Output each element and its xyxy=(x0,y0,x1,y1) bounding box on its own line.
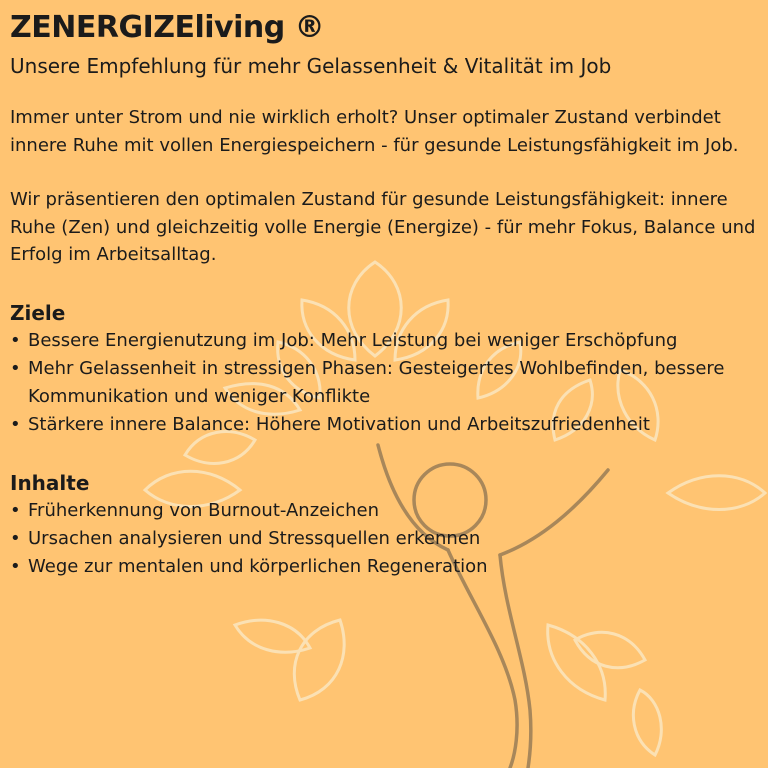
intro-paragraph-1: Immer unter Strom und nie wirklich erholt? Unser optimaler Zustand verbindet innere Ruhe mit vollen Energiespeichern - für gesunde Leistungsfähigkeit im Job. xyxy=(10,107,739,156)
list-item: • Wege zur mentalen und körperlichen Regeneration xyxy=(10,553,762,581)
list-item: • Ursachen analysieren und Stressquellen erkennen xyxy=(10,525,762,553)
intro-paragraph-2: Wir präsentieren den optimalen Zustand für gesunde Leistungsfähigkeit: innere Ruhe (Zen) und gleichzeitig volle Energie (Energize) - für mehr Fokus, Balance und Erfolg im Arbeitsalltag. xyxy=(10,189,756,265)
page-subtitle: Unsere Empfehlung für mehr Gelassenheit & Vitalität im Job xyxy=(10,54,612,78)
goals-heading: Ziele xyxy=(10,300,66,325)
contents-list xyxy=(10,497,762,581)
main-content xyxy=(10,8,762,581)
contents-heading: Inhalte xyxy=(10,470,90,495)
list-item: • Mehr Gelassenheit in stressigen Phasen: Gesteigertes Wohlbefinden, bessere Kommunikation und weniger Konflikte xyxy=(10,355,762,411)
list-item: • Bessere Energienutzung im Job: Mehr Leistung bei weniger Erschöpfung xyxy=(10,327,762,355)
list-item: • Früherkennung von Burnout-Anzeichen xyxy=(10,497,762,525)
page-title: ZENERGIZEliving ® xyxy=(10,10,325,45)
list-item: • Stärkere innere Balance: Höhere Motivation und Arbeitszufriedenheit xyxy=(10,411,762,439)
goals-list xyxy=(10,327,762,439)
